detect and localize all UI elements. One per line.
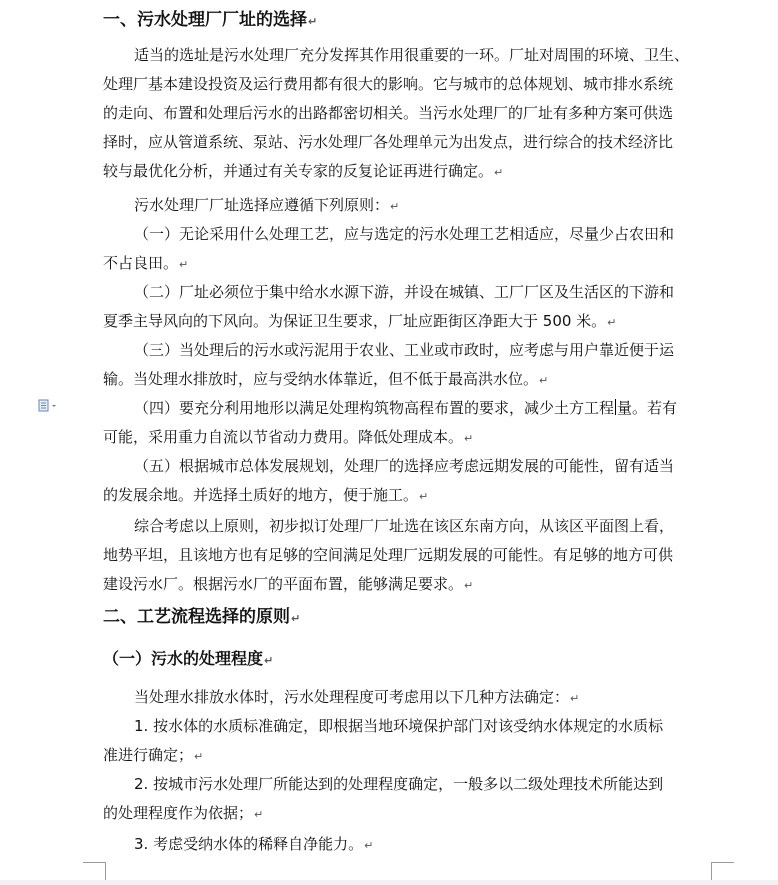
conclusion-line: 建设污水厂。根据污水厂的平面布置，能够满足要求。↵	[103, 575, 474, 593]
section-heading-1: 一、污水处理厂厂址的选择↵	[103, 10, 318, 30]
paragraph-line: 处理厂基本建设投资及运行费用都有很大的影响。它与城市的总体规划、城市排水系统	[103, 75, 674, 93]
principle-item-2: （二）厂址必须位于集中给水水源下游，并设在城镇、工厂厂区及生活区的下游和	[134, 283, 675, 301]
document-options-icon[interactable]	[38, 398, 64, 412]
page-bottom-edge	[0, 880, 778, 885]
paragraph-line: 的走向、布置和处理后污水的出路都密切相关。当污水处理厂的厂址有多种方案可供选	[103, 104, 674, 122]
principle-item-5-cont: 的发展余地。并选择土质好的地方，便于施工。↵	[103, 486, 429, 504]
method-item-2: 2. 按城市污水处理厂所能达到的处理程度确定，一般多以二级处理技术所能达到	[134, 775, 664, 793]
method-item-1-cont: 准进行确定；↵	[103, 746, 204, 764]
principle-item-4-cont: 可能，采用重力自流以节省动力费用。降低处理成本。↵	[103, 428, 474, 446]
conclusion-line: 综合考虑以上原则，初步拟订处理厂厂址选在该区东南方向，从该区平面图上看，	[134, 517, 675, 535]
principles-intro: 污水处理厂厂址选择应遵循下列原则：↵	[134, 196, 400, 214]
subsection-heading: （一）污水的处理程度↵	[103, 649, 274, 668]
text-cursor	[615, 399, 616, 415]
principle-item-4: （四）要充分利用地形以满足处理构筑物高程布置的要求，减少土方工程 量。若有	[134, 399, 678, 417]
conclusion-line: 地势平坦，且该地方也有足够的空间满足处理厂远期发展的可能性。有足够的地方可供	[103, 546, 674, 564]
method-item-3: 3. 考虑受纳水体的稀释自净能力。↵	[134, 835, 374, 853]
principle-item-3-cont: 输。当处理水排放时，应与受纳水体靠近，但不低于最高洪水位。↵	[103, 370, 549, 388]
paragraph-line: 择时，应从管道系统、泵站、污水处理厂各处理单元为出发点，进行综合的技术经济比	[103, 133, 674, 151]
section-heading-2: 二、工艺流程选择的原则↵	[103, 607, 301, 627]
principle-item-5: （五）根据城市总体发展规划，处理厂的选择应考虑远期发展的可能性，留有适当	[134, 457, 675, 475]
method-intro: 当处理水排放水体时，污水处理程度可考虑用以下几种方法确定：↵	[134, 688, 580, 706]
principle-item-1-cont: 不占良田。↵	[103, 254, 189, 272]
paragraph-line: 较与最优化分析，并通过有关专家的反复论证再进行确定。↵	[103, 162, 504, 180]
principle-item-3: （三）当处理后的污水或污泥用于农业、工业或市政时，应考虑与用户靠近便于运	[134, 341, 675, 359]
paragraph-line: 适当的选址是污水处理厂充分发挥其作用很重要的一环。厂址对周围的环境、卫生、	[134, 46, 690, 64]
principle-item-2-cont: 夏季主导风向的下风向。为保证卫生要求，厂址应距街区净距大于 500 米。↵	[103, 312, 617, 330]
method-item-1: 1. 按水体的水质标准确定，即根据当地环境保护部门对该受纳水体规定的水质标	[134, 717, 664, 735]
principle-item-1: （一）无论采用什么处理工艺，应与选定的污水处理工艺相适应，尽量少占农田和	[134, 225, 675, 243]
method-item-2-cont: 的处理程度作为依据；↵	[103, 804, 264, 822]
